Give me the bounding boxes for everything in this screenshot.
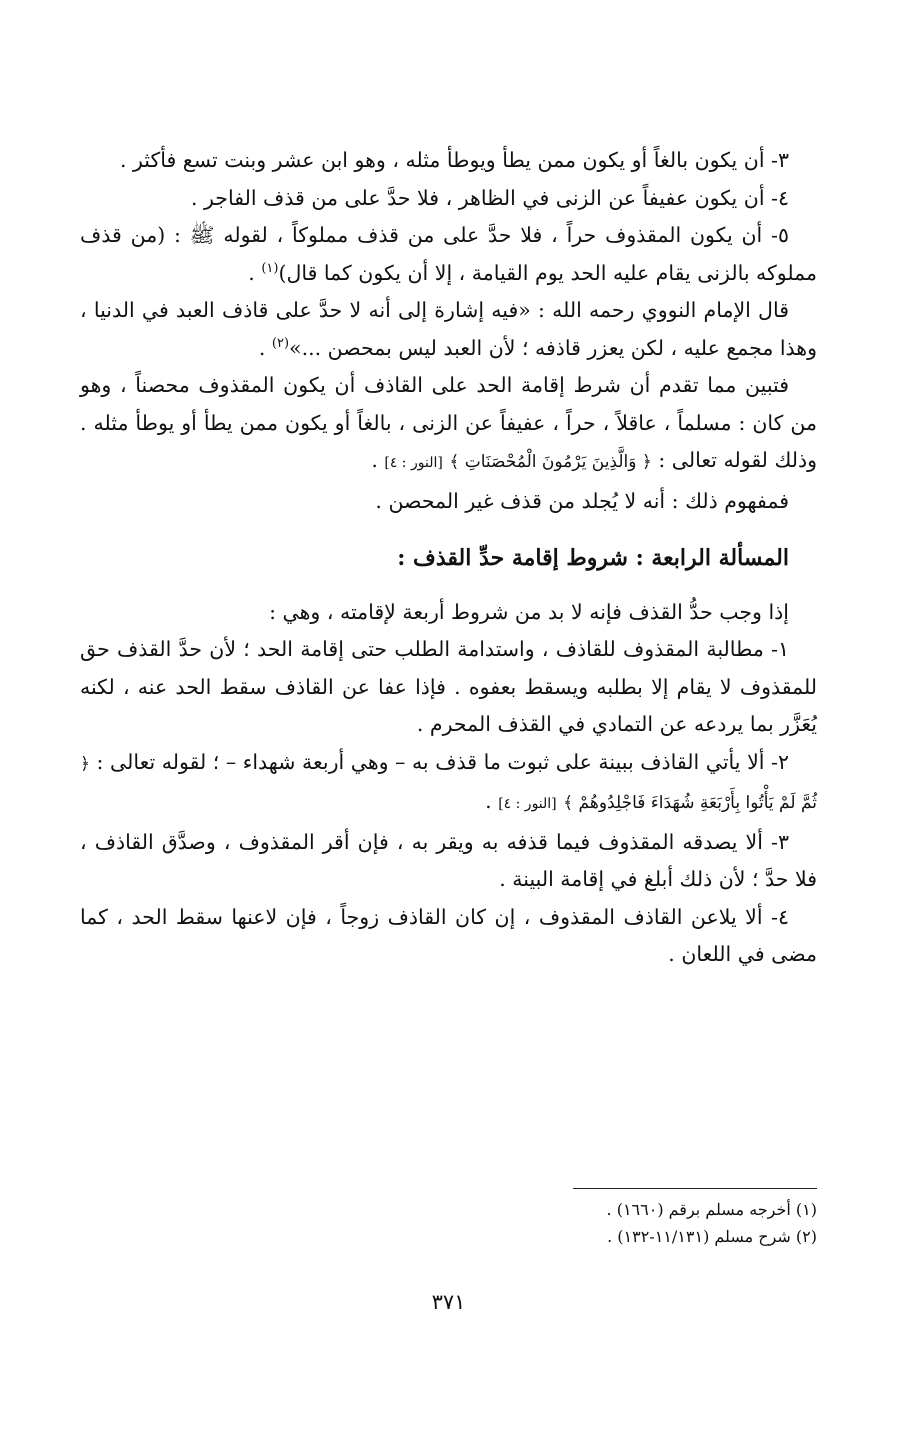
main-text	[80, 142, 817, 974]
paragraph-summary: فتبين مما تقدم أن شرط إقامة الحد على القاذف أن يكون المقذوف محصناً ، وهو من كان : مسلماً ، عاقلاً ، حراً ، عفيفاً عن الزنى ، بالغاً أو يكون ممن يطأ أو يوطأ مثله . وذلك لقوله تعالى : ﴿ وَالَّذِينَ يَرْمُونَ الْمُحْصَنَاتِ ﴾ [النور : ٤] .	[80, 373, 817, 472]
paragraph-requirement-1: ١- مطالبة المقذوف للقاذف ، واستدامة الطلب حتى إقامة الحد ؛ لأن حدَّ القذف حق للمقذوف لا يقام إلا بطلبه ويسقط بعفوه . فإذا عفا عن القاذف سقط الحد عنه ، لكنه يُعَزَّر بما يردعه عن التمادي في القذف المحرم .	[80, 637, 817, 736]
paragraph-condition-5: ٥- أن يكون المقذوف حراً ، فلا حدَّ على من قذف مملوكاً ، لقوله ﷺ : (من قذف مملوكه بالزنى يقام عليه الحد يوم القيامة ، إلا أن يكون كما قال)$^{(١)}$ .	[80, 223, 817, 285]
paragraph-condition-3: ٣- أن يكون بالغاً أو يكون ممن يطأ ويوطأ مثله ، وهو ابن عشر وبنت تسع فأكثر .	[119, 148, 789, 172]
verse-reference-2: [النور : ٤]	[498, 796, 557, 812]
footnote-1: (١) أخرجه مسلم برقم (١٦٦٠) .	[606, 1200, 817, 1219]
footnote-marker-2: (٢)	[271, 335, 290, 351]
section-heading: المسألة الرابعة : شروط إقامة حدِّ القذف :	[397, 545, 789, 571]
paragraph-condition-4: ٤- أن يكون عفيفاً عن الزنى في الظاهر ، فلا حدَّ على من قذف الفاجر .	[190, 185, 789, 210]
quran-verse-2: ﴿ ثُمَّ لَمْ يَأْتُوا بِأَرْبَعَةِ شُهَدَاءَ فَاجْلِدُوهُمْ ﴾	[80, 753, 817, 813]
paragraph-requirement-3: ٣- ألا يصدقه المقذوف فيما قذفه به ويقر به ، فإن أقر المقذوف ، وصدَّق القاذف ، فلا حدَّ ؛ لأن ذلك أبلغ في إقامة البينة .	[80, 829, 817, 891]
page-number: ٣٧١	[431, 1290, 466, 1314]
paragraph-requirement-4: ٤- ألا يلاعن القاذف المقذوف ، إن كان القاذف زوجاً ، فإن لاعنها سقط الحد ، كما مضى في اللعان .	[80, 904, 817, 966]
footnote-marker-1: (١)	[261, 260, 279, 276]
paragraph-conclusion: فمفهوم ذلك : أنه لا يُجلد من قذف غير المحصن .	[375, 488, 789, 513]
footnotes	[80, 1196, 817, 1250]
verse-reference-1: [النور : ٤]	[384, 455, 443, 471]
paragraph-requirement-2: ٢- ألا يأتي القاذف ببينة على ثبوت ما قذف به – وهي أربعة شهداء – ؛ لقوله تعالى : ﴿ ثُمَّ لَمْ يَأْتُوا بِأَرْبَعَةِ شُهَدَاءَ فَاجْلِدُوهُمْ ﴾ [النور : ٤] .	[80, 749, 817, 813]
footnote-2: (٢) شرح مسلم (١١/١٣١-١٣٢) .	[607, 1227, 817, 1246]
paragraph-nawawi-quote: قال الإمام النووي رحمه الله : «فيه إشارة إلى أنه لا حدَّ على قاذف العبد في الدنيا ، وهذا مجمع عليه ، لكن يعزر قاذفه ؛ لأن العبد ليس بمحصن ...»$^{(٢)}$ .	[80, 298, 817, 360]
paragraph-intro-conditions: إذا وجب حدُّ القذف فإنه لا بد من شروط أربعة لإقامته ، وهي :	[269, 599, 789, 624]
footnote-divider	[573, 1188, 817, 1189]
quran-verse-1: ﴿ وَالَّذِينَ يَرْمُونَ الْمُحْصَنَاتِ ﴾	[449, 452, 652, 472]
